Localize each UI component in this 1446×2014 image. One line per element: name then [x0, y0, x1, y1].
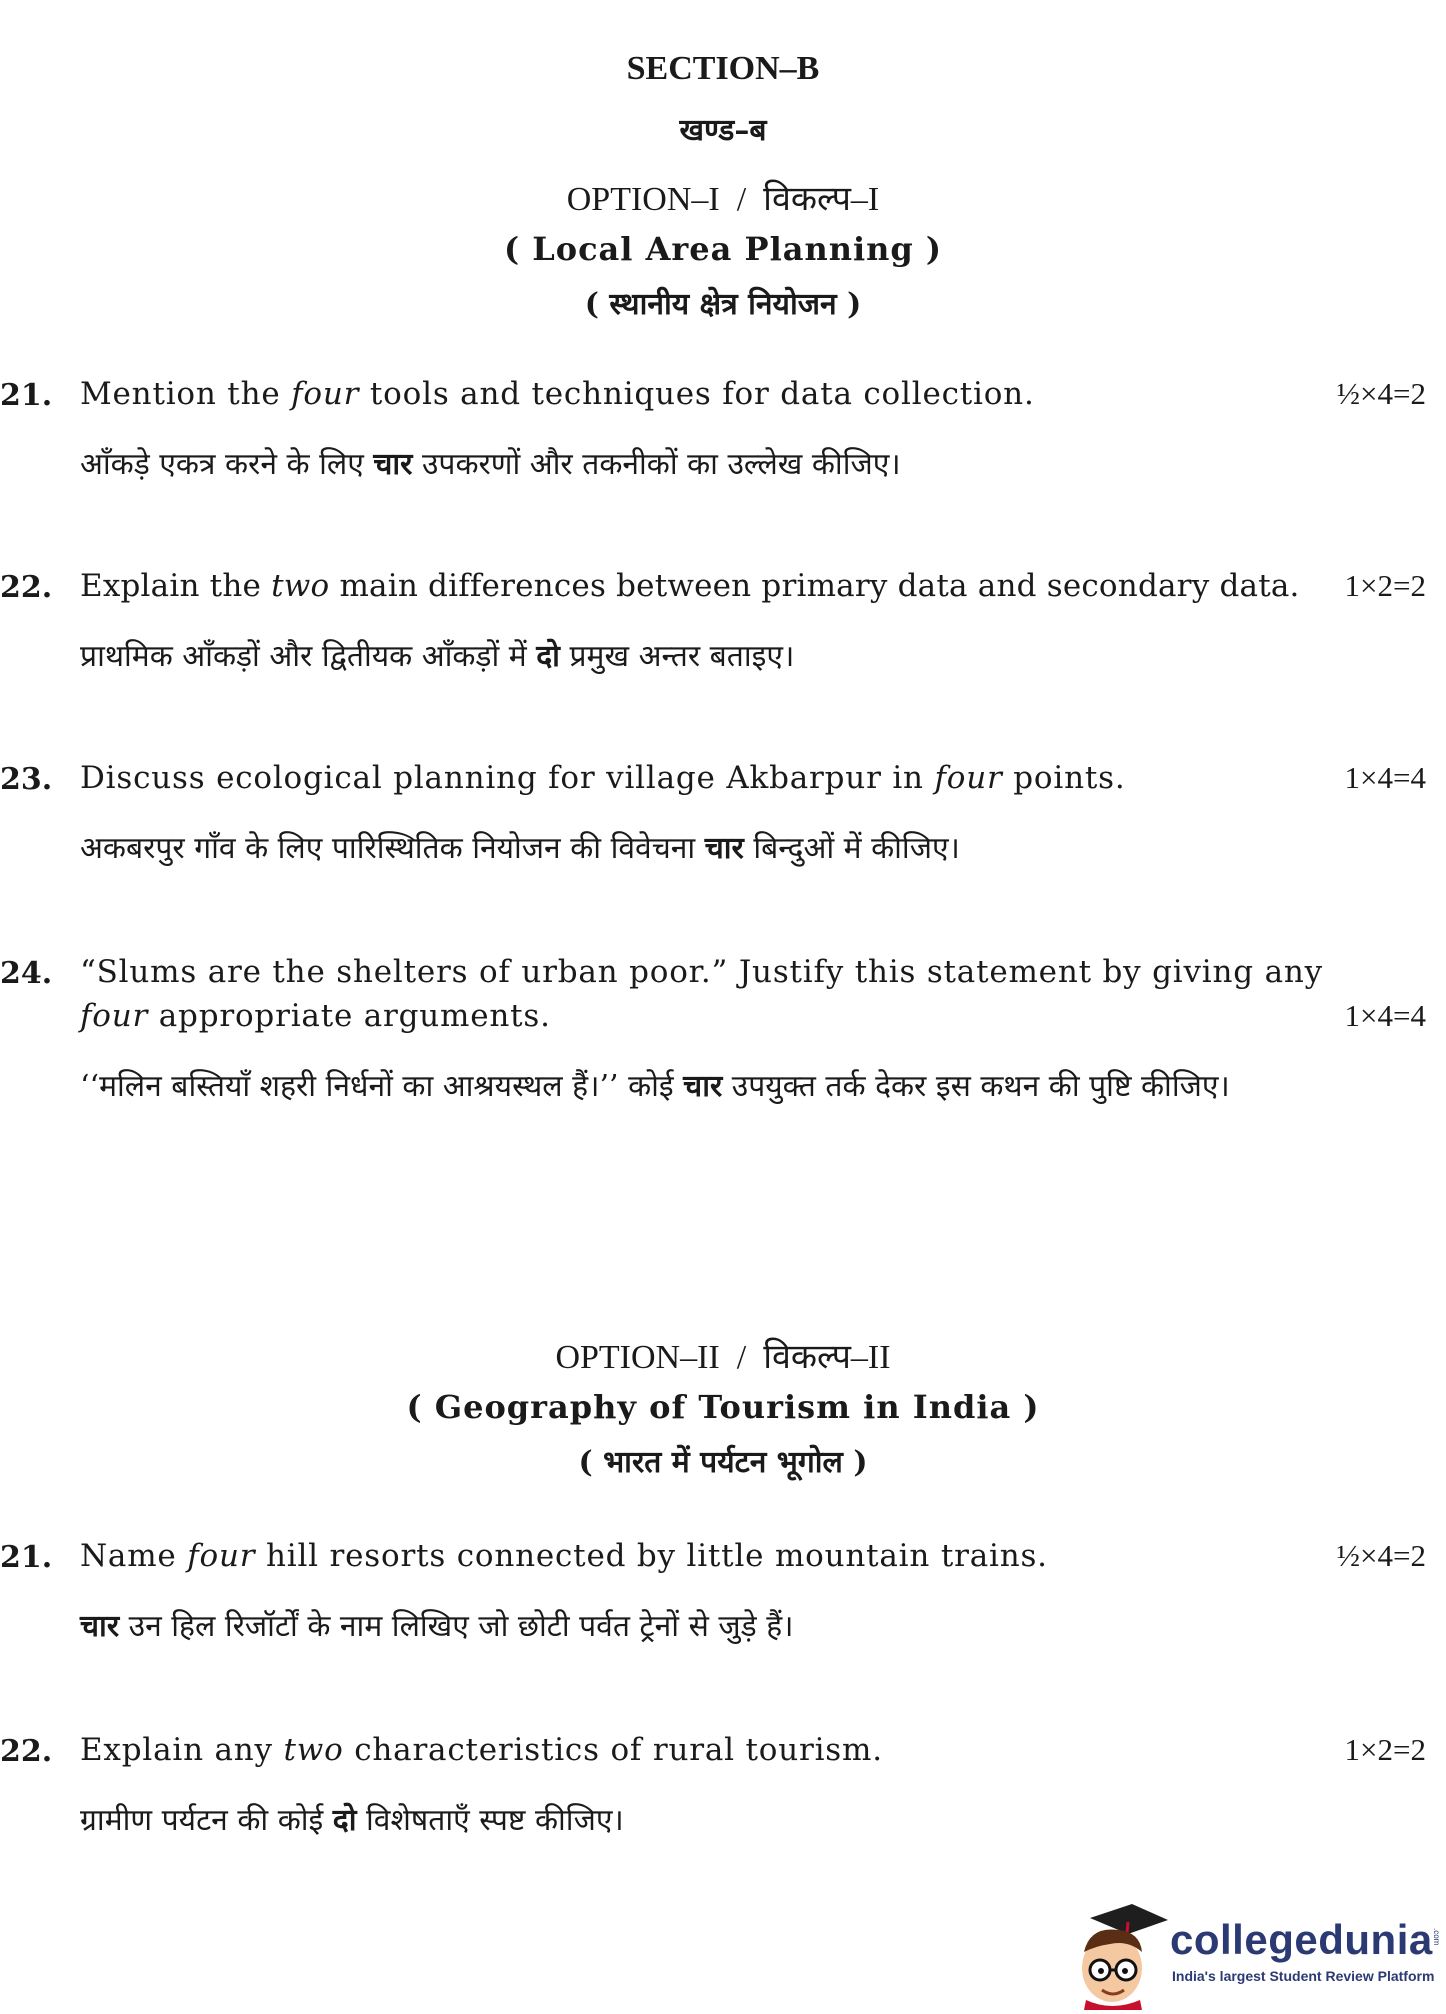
- question-text: “Slums are the shelters of urban poor.” Justify this statement by giving any four appropriate arguments.: [80, 954, 1323, 1034]
- question-text-hindi: प्राथमिक आँकड़ों और द्वितीयक आँकड़ों में दो प्रमुख अन्तर बताइए।: [80, 639, 795, 674]
- option-2-topic: ( Geography of Tourism in India ): [406, 1388, 1040, 1426]
- option-1-heading: OPTION–I / विकल्प–I: [566, 181, 880, 218]
- option-1-topic: ( Local Area Planning ): [503, 230, 943, 268]
- question-marks: 1×4=4: [1344, 998, 1426, 1033]
- question-text-hindi: ‘‘मलिन बस्तियाँ शहरी निर्धनों का आश्रयस्थल हैं।’’ कोई चार उपयुक्त तर्क देकर इस कथन की पुष्टि कीजिए।: [80, 1069, 1230, 1104]
- question-text: Explain the two main differences between primary data and secondary data.: [80, 568, 1300, 604]
- question-text-hindi: अकबरपुर गाँव के लिए पारिस्थितिक नियोजन की विवेचना चार बिन्दुओं में कीजिए।: [80, 831, 960, 866]
- option-1-topic-hindi: ( स्थानीय क्षेत्र नियोजन ): [584, 287, 862, 322]
- collegedunia-logo: [1070, 1900, 1440, 2010]
- question-marks: 1×4=4: [1344, 760, 1426, 795]
- logo-wordmark: collegedunia: [1170, 1916, 1433, 1963]
- question-number: 21.: [0, 1540, 53, 1575]
- option-2-heading: OPTION–II / विकल्प–II: [555, 1339, 891, 1376]
- section-title: SECTION–B: [626, 50, 820, 87]
- section-title-hindi: खण्ड–ब: [679, 113, 767, 148]
- logo-suffix: .com: [1432, 1928, 1441, 1946]
- option-2-topic-hindi: ( भारत में पर्यटन भूगोल ): [578, 1445, 868, 1480]
- question-text: Name four hill resorts connected by little mountain trains.: [80, 1538, 1048, 1574]
- question-marks: 1×2=2: [1344, 1732, 1426, 1767]
- question-text: Explain any two characteristics of rural tourism.: [80, 1732, 883, 1768]
- question-marks: 1×2=2: [1344, 568, 1426, 603]
- logo-tagline: India's largest Student Review Platform: [1172, 1968, 1435, 1984]
- question-marks: ½×4=2: [1336, 376, 1426, 411]
- question-text-hindi: चार उन हिल रिजॉर्टों के नाम लिखिए जो छोटी पर्वत ट्रेनों से जुड़े हैं।: [80, 1609, 794, 1644]
- question-number: 24.: [0, 956, 53, 991]
- question-text: Discuss ecological planning for village Akbarpur in four points.: [80, 760, 1126, 796]
- question-marks: ½×4=2: [1336, 1538, 1426, 1573]
- question-number: 21.: [0, 378, 53, 413]
- question-number: 22.: [0, 1734, 53, 1769]
- question-number: 23.: [0, 762, 53, 797]
- question-text-hindi: आँकड़े एकत्र करने के लिए चार उपकरणों और तकनीकों का उल्लेख कीजिए।: [80, 447, 901, 482]
- question-number: 22.: [0, 570, 53, 605]
- mascot-icon: [1070, 1900, 1170, 2010]
- question-text-hindi: ग्रामीण पर्यटन की कोई दो विशेषताएँ स्पष्ट कीजिए।: [80, 1803, 624, 1838]
- question-text: Mention the four tools and techniques for data collection.: [80, 376, 1035, 412]
